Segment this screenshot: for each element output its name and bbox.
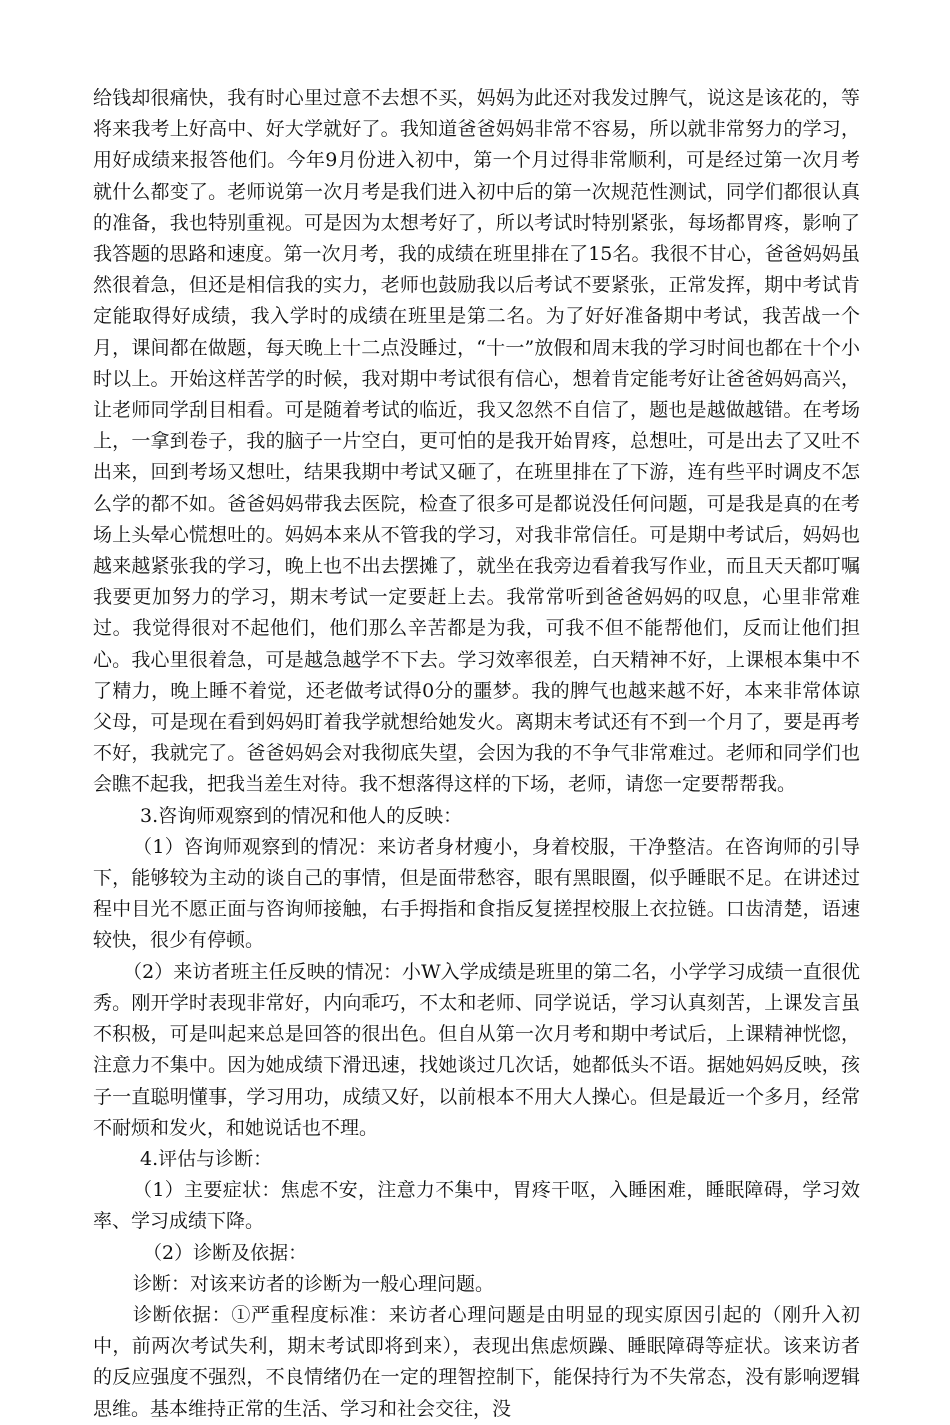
paragraph-diagnosis-basis: 诊断依据：①严重程度标准：来访者心理问题是由明显的现实原因引起的（刚升入初中，前两次考试失利，期末考试即将到来），表现出焦虑烦躁、睡眠障碍等症状。该来访者的反应强度不强烈，不良情绪仍在一定的理智控制下，能保持行为不失常态，没有影响逻辑思维。基本维持正常的生活、学习和社会交往，没 bbox=[93, 1303, 860, 1420]
paragraph-counselor-observation: （1）咨询师观察到的情况：来访者身材瘦小，身着校服，干净整洁。在咨询师的引导下，能够较为主动的谈自己的事情，但是面带愁容，眼有黑眼圈，似乎睡眠不足。在讲述过程中目光不愿正面与咨询师接触，右手拇指和食指反复搓捏校服上衣拉链。口齿清楚，语速较快，很少有停顿。 bbox=[93, 835, 860, 952]
section-heading-assessment: 4.评估与诊断： bbox=[140, 1147, 273, 1170]
paragraph-client-narrative: 给钱却很痛快，我有时心里过意不去想不买，妈妈为此还对我发过脾气，说这是该花的，等将来我考上好高中、好大学就好了。我知道爸爸妈妈非常不容易，所以就非常努力的学习，用好成绩来报答他们。今年9月份进入初中，第一个月过得非常顺利，可是经过第一次月考就什么都变了。老师说第一次月考是我们进入初中后的第一次规范性测试，同学们都很认真的准备，我也特别重视。可是因为太想考好了，所以考试时特别紧张，每场都胃疼，影响了我答题的思路和速度。第一次月考，我的成绩在班里排在了15名。我很不甘心，爸爸妈妈虽然很着急，但还是相信我的实力，老师也鼓励我以后考试不要紧张，正常发挥，期中考试肯定能取得好成绩，我入学时的成绩在班里是第二名。为了好好准备期中考试，我苦战一个月，课间都在做题，每天晚上十二点没睡过，“十一”放假和周末我的学习时间也都在十个小时以上。开始这样苦学的时候，我对期中考试很有信心，想着肯定能考好让爸爸妈妈高兴，让老师同学刮目相看。可是随着考试的临近，我又忽然不自信了，题也是越做越错。在考场上，一拿到卷子，我的脑子一片空白，更可怕的是我开始胃疼，总想吐，可是出去了又吐不出来，回到考场又想吐，结果我期中考试又砸了，在班里排在了下游，连有些平时调皮不怎么学的都不如。爸爸妈妈带我去医院，检查了很多可是都说没任何问题，可是我是真的在考场上头晕心慌想吐的。妈妈本来从不管我的学习，对我非常信任。可是期中考试后，妈妈也越来越紧张我的学习，晚上也不出去摆摊了，就坐在我旁边看着我写作业，而且天天都叮嘱我要更加努力的学习，期末考试一定要赶上去。我常常听到爸爸妈妈的叹息，心里非常难过。我觉得很对不起他们，他们那么辛苦都是为我，可我不但不能帮他们，反而让他们担心。我心里很着急，可是越急越学不下去。学习效率很差，白天精神不好，上课根本集中不了精力，晚上睡不着觉，还老做考试得0分的噩梦。我的脾气也越来越不好，本来非常体谅父母，可是现在看到妈妈盯着我学就想给她发火。离期末考试还有不到一个月了，要是再考不好，我就完了。爸爸妈妈会对我彻底失望，会因为我的不争气非常难过。老师和同学们也会瞧不起我，把我当差生对待。我不想落得这样的下场，老师，请您一定要帮帮我。 bbox=[93, 87, 860, 796]
subheading-diagnosis: （2）诊断及依据： bbox=[143, 1241, 308, 1264]
paragraph-diagnosis: 诊断：对该来访者的诊断为一般心理问题。 bbox=[133, 1272, 495, 1295]
section-heading-observation: 3.咨询师观察到的情况和他人的反映： bbox=[140, 804, 463, 827]
paragraph-main-symptoms: （1）主要症状：焦虑不安，注意力不集中，胃疼干呕，入睡困难，睡眠障碍，学习效率、学习成绩下降。 bbox=[93, 1179, 860, 1233]
paragraph-teacher-report: （2）来访者班主任反映的情况：小W入学成绩是班里的第二名，小学学习成绩一直很优秀。刚开学时表现非常好，内向乖巧，不太和老师、同学说话，学习认真刻苦，上课发言虽不积极，可是叫起来总是回答的很出色。但自从第一次月考和期中考试后，上课精神恍惚，注意力不集中。因为她成绩下滑迅速，找她谈过几次话，她都低头不语。据她妈妈反映，孩子一直聪明懂事，学习用功，成绩又好，以前根本不用大人操心。但是最近一个多月，经常不耐烦和发火，和她说话也不理。 bbox=[93, 960, 860, 1139]
